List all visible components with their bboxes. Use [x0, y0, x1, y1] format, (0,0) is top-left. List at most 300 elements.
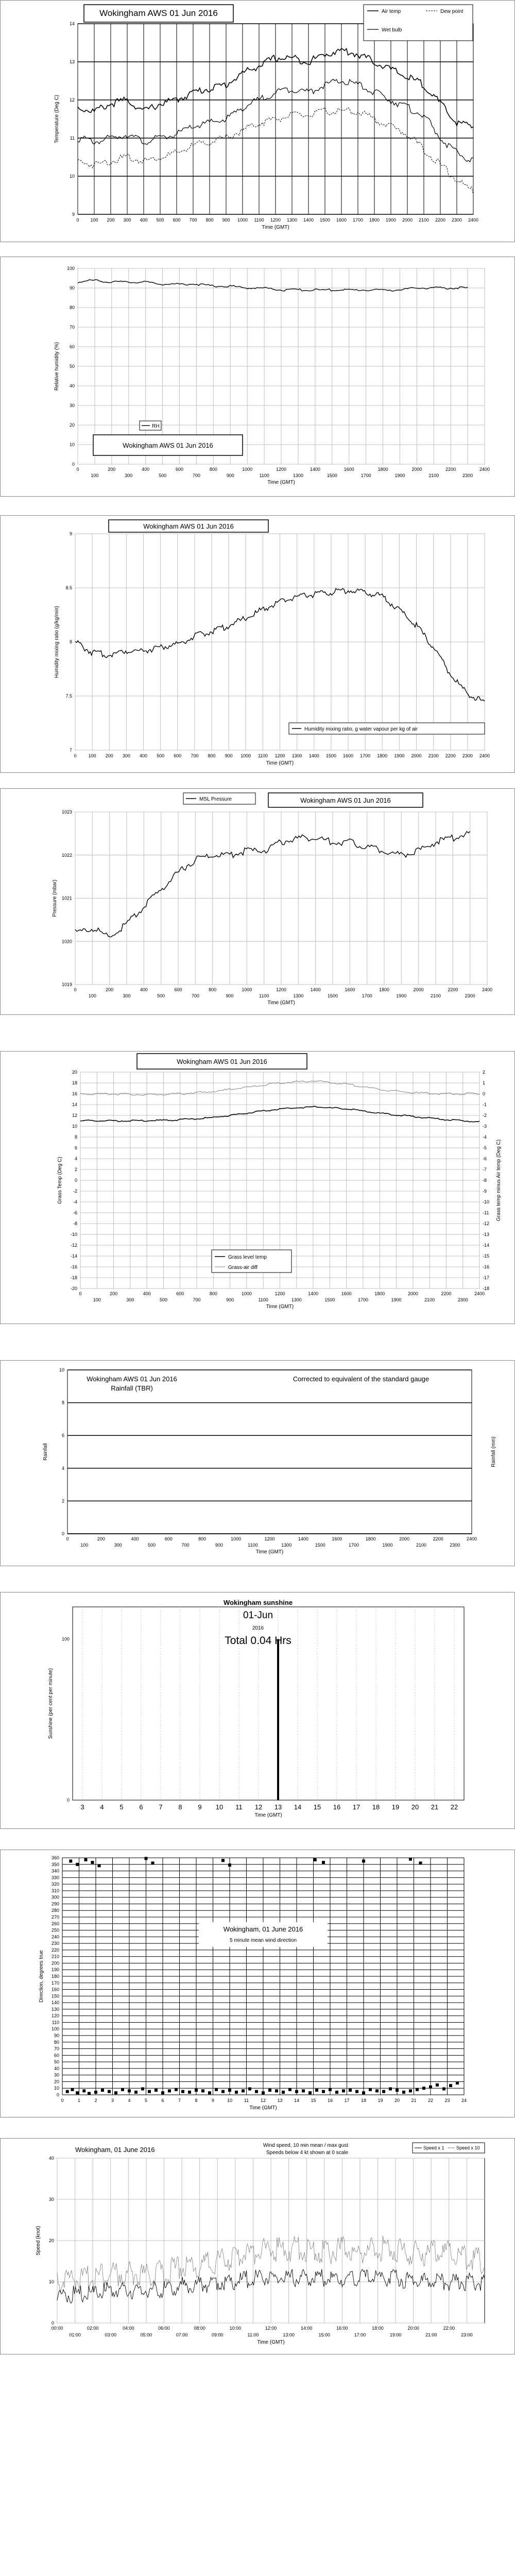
y2-tick-label: -10	[483, 1199, 490, 1205]
x-tick-label: 2200	[441, 1291, 452, 1296]
grass-temp-chart-panel	[0, 1051, 515, 1324]
direction-point	[436, 2083, 439, 2087]
x-tick-label: 2300	[465, 993, 475, 998]
x-tick-label: 100	[88, 993, 96, 998]
x-tick-label: 1900	[382, 1543, 393, 1548]
x-tick-label: 1500	[325, 753, 336, 758]
direction-point	[151, 1861, 154, 1865]
direction-point	[329, 2088, 332, 2091]
x-tick-label: 19:00	[389, 2332, 402, 2337]
x-tick-label: 6	[161, 2098, 164, 2103]
x-tick-label: 02:00	[87, 2326, 99, 2331]
x-tick-label: 500	[156, 217, 164, 223]
y-axis-label: Rainfall	[43, 1443, 48, 1461]
y-tick-label: 110	[52, 2020, 59, 2025]
x-tick-label: 1000	[242, 467, 253, 472]
x-tick-label: 8	[178, 1803, 182, 1811]
direction-chart-title: Wokingham, 01 June 2016	[223, 1925, 303, 1933]
direction-point	[456, 2081, 459, 2084]
temperature-chart	[1, 1, 515, 243]
wind-direction-chart	[1, 1850, 515, 2118]
x-tick-label: 800	[198, 1536, 207, 1541]
x-tick-label: 2000	[407, 1291, 418, 1296]
x-tick-label: 1000	[242, 987, 252, 992]
y2-axis-label: Grass temp minus Air temp (Deg C)	[496, 1139, 502, 1222]
y2-tick-label: 2	[483, 1070, 486, 1075]
x-tick-label: 1700	[362, 993, 372, 998]
y-tick-label: -20	[70, 1286, 77, 1291]
y2-tick-label: -9	[483, 1189, 487, 1194]
y2-tick-label: -6	[483, 1156, 487, 1161]
y2-tick-label: -18	[483, 1286, 490, 1291]
x-tick-label: 05:00	[140, 2332, 152, 2337]
direction-point	[128, 2089, 131, 2092]
sunshine-year: 2016	[252, 1625, 264, 1631]
x-tick-label: 5	[119, 1803, 124, 1811]
x-tick-label: 8	[195, 2098, 198, 2103]
grass-chart-title: Wokingham AWS 01 Jun 2016	[177, 1058, 267, 1065]
y-tick-label: 13	[69, 59, 75, 64]
x-tick-label: 900	[226, 1297, 234, 1302]
x-tick-label: 1300	[281, 1543, 292, 1548]
x-tick-label: 1600	[336, 217, 347, 223]
y-tick-label: -18	[70, 1275, 77, 1280]
x-tick-label: 1500	[315, 1543, 325, 1548]
x-tick-label: 300	[123, 217, 131, 223]
x-tick-label: 7	[159, 1803, 163, 1811]
x-tick-label: 400	[142, 467, 150, 472]
direction-point	[268, 2089, 271, 2092]
direction-point	[221, 2090, 225, 2093]
y-tick-label: 6	[74, 1145, 77, 1150]
y2-tick-label: -8	[483, 1178, 487, 1183]
y-tick-label: 18	[72, 1080, 77, 1086]
rainfall-chart-title: Wokingham AWS 01 Jun 2016	[87, 1375, 177, 1383]
direction-point	[262, 2091, 265, 2094]
x-tick-label: 2300	[462, 473, 473, 478]
x-axis-label: Time (GMT)	[254, 1812, 282, 1818]
x-tick-label: 600	[175, 467, 184, 472]
y-tick-label: 10	[59, 1367, 64, 1372]
x-tick-label: 07:00	[176, 2332, 188, 2337]
x-tick-label: 1300	[291, 753, 302, 758]
x-tick-label: 900	[222, 217, 230, 223]
x-tick-label: 200	[107, 217, 115, 223]
y-tick-label: 130	[51, 2006, 59, 2012]
y2-tick-label: -1	[483, 1102, 487, 1107]
direction-point	[94, 2091, 97, 2094]
x-tick-label: 200	[97, 1536, 105, 1541]
x-tick-label: 900	[215, 1543, 223, 1548]
x-tick-label: 100	[93, 1297, 101, 1302]
y2-tick-label: 0	[483, 1091, 486, 1096]
x-tick-label: 16:00	[336, 2326, 348, 2331]
x-tick-label: 1400	[310, 467, 320, 472]
y-tick-label: 10	[69, 442, 75, 447]
legend-label: Speed x 10	[456, 2145, 480, 2150]
x-tick-label: 1300	[293, 993, 304, 998]
x-tick-label: 600	[174, 987, 182, 992]
x-axis-label: Time (GMT)	[266, 760, 294, 766]
x-tick-label: 300	[114, 1543, 122, 1548]
x-tick-label: 12:00	[265, 2326, 277, 2331]
y2-tick-label: -17	[483, 1275, 490, 1280]
x-tick-label: 100	[90, 217, 98, 223]
y2-tick-label: -15	[483, 1253, 490, 1259]
direction-point	[148, 2090, 151, 2093]
x-tick-label: 2300	[462, 753, 473, 758]
x-tick-label: 1200	[274, 1291, 285, 1296]
x-tick-label: 11	[235, 1803, 243, 1811]
x-tick-label: 9	[211, 2098, 215, 2103]
x-tick-label: 700	[191, 753, 199, 758]
x-tick-label: 1500	[327, 473, 337, 478]
x-tick-label: 800	[205, 217, 214, 223]
sunshine-date: 01-Jun	[243, 1610, 273, 1621]
y-tick-label: 1022	[61, 852, 72, 858]
x-tick-label: 14	[294, 1803, 302, 1811]
x-tick-label: 04:00	[123, 2326, 134, 2331]
x-tick-label: 2000	[399, 1536, 410, 1541]
y2-axis-label: Rainfall (mm)	[491, 1436, 496, 1467]
legend-label: Wet bulb	[382, 27, 402, 33]
x-axis-label: Time (GMT)	[257, 2340, 285, 2345]
y-tick-label: -8	[73, 1221, 77, 1226]
mixing-ratio-chart	[1, 516, 515, 773]
y-tick-label: 6	[61, 1433, 64, 1438]
direction-point	[295, 2090, 298, 2093]
y-axis-label: Temperature (Deg C)	[54, 95, 60, 143]
x-tick-label: 23:00	[461, 2332, 473, 2337]
temperature-chart-title: Wokingham AWS 01 Jun 2016	[99, 8, 218, 18]
legend-label: Speed x 1	[423, 2145, 444, 2150]
y2-tick-label: -11	[483, 1210, 489, 1215]
direction-point	[91, 1861, 94, 1864]
x-tick-label: 13	[277, 2098, 283, 2103]
x-tick-label: 0	[76, 217, 79, 223]
x-tick-label: 1200	[270, 217, 281, 223]
direction-point	[409, 1858, 412, 1861]
x-axis-label: Time (GMT)	[249, 2105, 277, 2111]
x-tick-label: 2400	[482, 987, 493, 992]
y-axis-label: Speed (knot)	[36, 2226, 41, 2256]
x-tick-label: 1300	[291, 1297, 302, 1302]
direction-point	[308, 2091, 312, 2094]
x-tick-label: 21	[411, 2098, 417, 2103]
y-axis-label: Direction, degrees true	[39, 1950, 44, 2003]
x-tick-label: 900	[225, 753, 233, 758]
x-tick-label: 1000	[241, 1291, 252, 1296]
y-axis-label: Relative humidity (%)	[54, 342, 60, 391]
y-tick-label: 0	[61, 1531, 64, 1536]
direction-point	[288, 2088, 291, 2091]
direction-point	[228, 1863, 231, 1867]
y-tick-label: 20	[54, 2079, 59, 2084]
x-tick-label: 3	[80, 1803, 84, 1811]
y-tick-label: 80	[69, 305, 75, 310]
y-tick-label: 100	[51, 2026, 59, 2032]
direction-point	[248, 2088, 251, 2091]
direction-point	[355, 2090, 358, 2093]
x-tick-label: 1300	[286, 217, 298, 223]
x-tick-label: 03:00	[105, 2332, 117, 2337]
x-tick-label: 1700	[357, 1297, 368, 1302]
x-tick-label: 2300	[450, 1543, 460, 1548]
x-tick-label: 300	[126, 1297, 134, 1302]
direction-point	[201, 2089, 204, 2092]
x-tick-label: 1500	[319, 217, 331, 223]
x-axis-label: Time (GMT)	[266, 1304, 294, 1310]
direction-point	[101, 2089, 104, 2092]
x-tick-label: 1700	[360, 753, 371, 758]
y-tick-label: 4	[61, 1465, 64, 1471]
y-tick-label: 230	[51, 1941, 59, 1946]
mixing-chart-title: Wokingham AWS 01 Jun 2016	[143, 522, 234, 530]
x-tick-label: 1500	[327, 993, 338, 998]
direction-point	[322, 2090, 325, 2093]
direction-point	[282, 2091, 285, 2094]
x-tick-label: 0	[79, 1291, 82, 1296]
y-tick-label: 270	[51, 1914, 59, 1920]
x-tick-label: 300	[125, 473, 133, 478]
rainfall-chart	[1, 1361, 515, 1567]
x-tick-label: 500	[159, 473, 167, 478]
x-tick-label: 1800	[377, 753, 388, 758]
x-tick-label: 700	[191, 993, 199, 998]
x-tick-label: 1200	[264, 1536, 275, 1541]
x-tick-label: 1200	[274, 753, 285, 758]
direction-point	[335, 2091, 338, 2094]
x-tick-label: 19	[391, 1803, 400, 1811]
sunshine-chart	[1, 1592, 515, 1829]
direction-point	[145, 1857, 148, 1860]
speed-note-2: Speeds below 4 kt shown at 0 scale	[266, 2150, 348, 2156]
direction-point	[215, 2088, 218, 2091]
x-tick-label: 17	[344, 2098, 350, 2103]
direction-point	[322, 1861, 325, 1864]
x-tick-label: 900	[226, 993, 234, 998]
y2-tick-label: -3	[483, 1124, 487, 1129]
wind-speed-chart-panel	[0, 2138, 515, 2354]
direction-point	[98, 1864, 101, 1867]
x-tick-label: 20:00	[407, 2326, 419, 2331]
mixing-ratio-chart-panel	[0, 515, 515, 773]
y-tick-label: 180	[51, 1974, 59, 1979]
x-tick-label: 500	[157, 753, 165, 758]
direction-point	[275, 2089, 278, 2092]
x-tick-label: 700	[189, 217, 197, 223]
y-tick-label: 310	[51, 1888, 59, 1893]
direction-point	[175, 2088, 178, 2091]
x-tick-label: 1800	[377, 467, 388, 472]
y-tick-label: 1021	[61, 895, 72, 901]
y-tick-label: 350	[51, 1861, 59, 1867]
x-tick-label: 16	[327, 2098, 333, 2103]
y-tick-label: -10	[70, 1232, 77, 1237]
x-tick-label: 21:00	[425, 2332, 437, 2337]
speed-note-1: Wind speed, 10 min mean / max gust	[263, 2143, 348, 2148]
legend-label: MSL Pressure	[199, 796, 232, 802]
x-tick-label: 1800	[365, 1536, 376, 1541]
y-tick-label: 1023	[61, 809, 72, 815]
direction-point	[429, 2086, 432, 2089]
x-tick-label: 2200	[435, 217, 446, 223]
direction-point	[154, 2089, 158, 2092]
x-tick-label: 1700	[349, 1543, 359, 1548]
y-tick-label: 140	[51, 2000, 59, 2006]
legend-label: Grass level temp	[228, 1255, 267, 1260]
x-tick-label: 2300	[457, 1297, 468, 1302]
x-tick-label: 1600	[332, 1536, 342, 1541]
x-tick-label: 1600	[345, 987, 355, 992]
direction-point	[302, 2089, 305, 2092]
x-tick-label: 4	[128, 2098, 131, 2103]
y-tick-label: 20	[72, 1070, 77, 1075]
x-tick-label: 1100	[254, 217, 264, 223]
y-tick-label: 100	[66, 266, 75, 271]
x-tick-label: 400	[140, 987, 148, 992]
y2-tick-label: -5	[483, 1145, 487, 1150]
direction-point	[419, 1861, 422, 1865]
x-tick-label: 3	[111, 2098, 114, 2103]
x-tick-label: 10	[227, 2098, 233, 2103]
x-tick-label: 08:00	[194, 2326, 205, 2331]
y2-tick-label: 1	[483, 1080, 486, 1086]
direction-point	[314, 1858, 317, 1861]
x-tick-label: 400	[131, 1536, 139, 1541]
y-tick-label: 150	[51, 1993, 59, 1999]
direction-point	[315, 2089, 318, 2092]
y-tick-label: 30	[54, 2072, 59, 2078]
y-tick-label: 9	[72, 212, 75, 217]
y2-tick-label: -7	[483, 1167, 487, 1172]
y-tick-label: 330	[51, 1875, 59, 1880]
y-tick-label: -4	[73, 1199, 77, 1205]
y-tick-label: 8	[74, 1134, 77, 1140]
y-tick-label: 90	[69, 285, 75, 291]
x-tick-label: 1900	[391, 1297, 402, 1302]
x-tick-label: 300	[123, 993, 131, 998]
sunshine-chart-panel	[0, 1592, 515, 1829]
y-tick-label: 200	[51, 1960, 59, 1966]
y-tick-label: 60	[69, 344, 75, 349]
x-axis-label: Time (GMT)	[267, 480, 295, 485]
y-tick-label: 20	[48, 2238, 54, 2243]
y-tick-label: 14	[72, 1102, 77, 1107]
y-tick-label: -14	[70, 1253, 77, 1259]
direction-point	[108, 2090, 111, 2093]
x-tick-label: 5	[144, 2098, 148, 2103]
y-axis-label: Grass Temp (Deg C)	[57, 1157, 63, 1204]
direction-point	[449, 2084, 452, 2087]
direction-point	[121, 2088, 124, 2091]
direction-point	[375, 2089, 379, 2092]
direction-point	[69, 1859, 72, 1862]
direction-point	[369, 2088, 372, 2091]
x-tick-label: 1900	[394, 753, 405, 758]
x-tick-label: 01:00	[69, 2332, 81, 2337]
x-tick-label: 1000	[237, 217, 248, 223]
series-line-rh	[78, 280, 468, 291]
direction-point	[88, 2092, 91, 2095]
x-tick-label: 24	[461, 2098, 467, 2103]
y-tick-label: 2	[74, 1167, 77, 1172]
y-tick-label: 340	[51, 1868, 59, 1874]
x-tick-label: 15:00	[318, 2332, 331, 2337]
x-tick-label: 1700	[352, 217, 364, 223]
x-tick-label: 2	[94, 2098, 97, 2103]
x-tick-label: 1000	[231, 1536, 242, 1541]
x-tick-label: 200	[110, 1291, 118, 1296]
y2-tick-label: -12	[483, 1221, 490, 1226]
x-tick-label: 200	[105, 753, 113, 758]
direction-point	[228, 2089, 231, 2092]
x-tick-label: 1400	[308, 753, 319, 758]
humidity-chart	[1, 257, 515, 497]
y-tick-label: 8	[69, 639, 72, 645]
x-tick-label: 700	[193, 1297, 201, 1302]
x-tick-label: 1000	[241, 753, 251, 758]
pressure-chart	[1, 789, 515, 1015]
x-tick-label: 900	[226, 473, 234, 478]
direction-chart-subtitle: 5 minute mean wind direction	[229, 1938, 297, 1943]
x-tick-label: 300	[122, 753, 130, 758]
y2-tick-label: -4	[483, 1134, 487, 1140]
x-tick-label: 18	[360, 2098, 367, 2103]
x-tick-label: 1300	[293, 473, 303, 478]
x-tick-label: 1100	[259, 993, 269, 998]
direction-point	[82, 2089, 85, 2092]
direction-point	[168, 2089, 171, 2092]
y-tick-label: 300	[51, 1894, 59, 1900]
y-tick-label: 0	[51, 2320, 54, 2326]
direction-point	[235, 2091, 238, 2094]
x-tick-label: 1200	[276, 467, 287, 472]
y-tick-label: 11	[70, 135, 75, 141]
x-tick-label: 700	[181, 1543, 190, 1548]
y-tick-label: 210	[51, 1954, 59, 1959]
x-tick-label: 200	[108, 467, 116, 472]
y-tick-label: 10	[48, 2279, 54, 2284]
x-tick-label: 0	[61, 2098, 64, 2103]
y-tick-label: 10	[69, 174, 75, 179]
x-tick-label: 0	[76, 467, 79, 472]
direction-point	[242, 2089, 245, 2092]
x-tick-label: 2200	[448, 987, 458, 992]
x-tick-label: 400	[143, 1291, 151, 1296]
y-tick-label: -16	[70, 1264, 77, 1269]
x-tick-label: 2200	[433, 1536, 443, 1541]
x-tick-label: 1100	[248, 1543, 258, 1548]
y-tick-label: 50	[54, 2059, 59, 2065]
y-tick-label: 0	[66, 1798, 70, 1803]
x-tick-label: 2100	[430, 993, 441, 998]
x-tick-label: 12	[254, 1803, 263, 1811]
y-tick-label: 260	[51, 1921, 59, 1926]
x-tick-label: 1	[77, 2098, 81, 2103]
x-tick-label: 2000	[413, 987, 424, 992]
x-tick-label: 7	[178, 2098, 181, 2103]
direction-point	[66, 2090, 69, 2093]
x-tick-label: 23	[444, 2098, 450, 2103]
y-tick-label: 16	[72, 1091, 77, 1096]
x-tick-label: 1800	[369, 217, 380, 223]
direction-point	[362, 1859, 365, 1862]
y-tick-label: 14	[69, 21, 75, 26]
x-axis-label: Time (GMT)	[267, 1000, 295, 1006]
x-tick-label: 1400	[310, 987, 321, 992]
x-tick-label: 2100	[416, 1543, 426, 1548]
